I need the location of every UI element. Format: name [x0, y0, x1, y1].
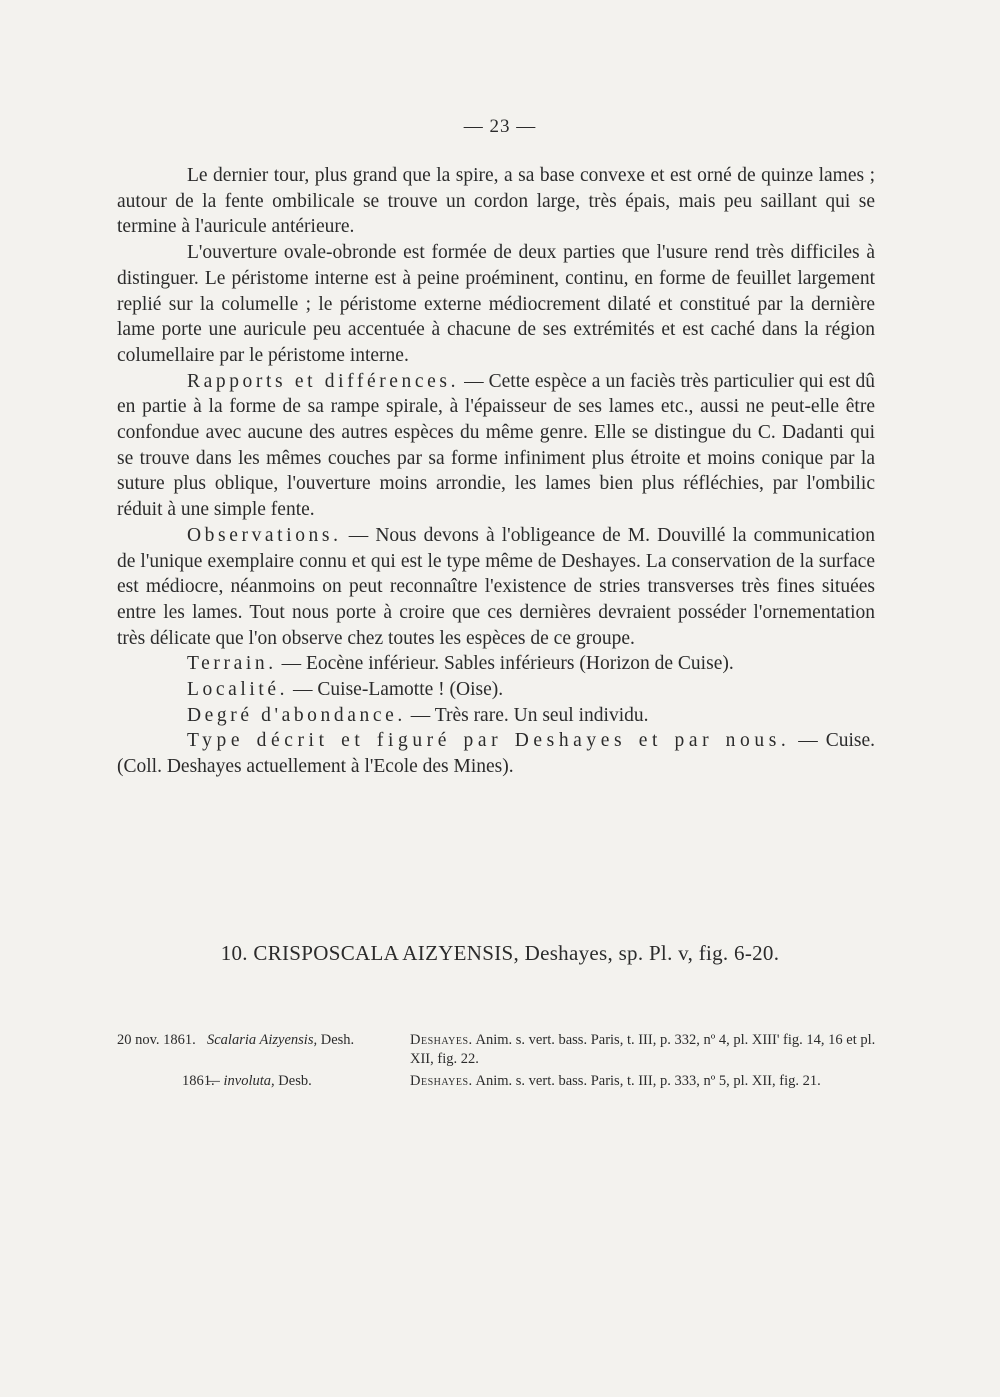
- reference-taxon-author: Desh.: [317, 1032, 355, 1048]
- paragraph-terrain: [117, 651, 875, 677]
- paragraph-type: [117, 728, 875, 779]
- reference-citation-text: Anim. s. vert. bass. Paris, t. III, p. 332, nº 4, pl. XIII' fig. 14, 16 et pl. XII, fig. 22.: [410, 1032, 876, 1067]
- section-label-localite: Localité.: [187, 679, 289, 701]
- paragraph-abondance-text: — Très rare. Un seul individu.: [405, 704, 649, 726]
- body-text: [117, 163, 875, 780]
- paragraph-type-text: — Cuise. (Coll. Deshayes actuellement à l'Ecole des Mines).: [117, 730, 875, 778]
- species-heading: 10. CRISPOSCALA AIZYENSIS, Deshayes, sp. Pl. v, fig. 6-20.: [220, 941, 780, 965]
- reference-citation: [410, 1031, 887, 1069]
- reference-date: 1861.: [182, 1073, 215, 1089]
- paragraph-rapports: [117, 369, 875, 523]
- section-label-terrain: Terrain.: [187, 653, 277, 675]
- paragraph-observations: [117, 523, 875, 652]
- paragraph-localite: [117, 677, 875, 703]
- synonymy-references: [117, 1031, 887, 1094]
- reference-taxon: [207, 1031, 410, 1069]
- page-number: — 23 —: [463, 116, 537, 137]
- paragraph-terrain-text: — Eocène inférieur. Sables inférieurs (Horizon de Cuise).: [276, 653, 734, 675]
- section-label-observations: Observations.: [187, 524, 342, 546]
- paragraph-localite-text: — Cuise-Lamotte ! (Oise).: [288, 679, 504, 701]
- reference-date: 20 nov. 1861.: [117, 1032, 196, 1048]
- reference-citation-text: Anim. s. vert. bass. Paris, t. III, p. 333, nº 5, pl. XII, fig. 21.: [472, 1073, 821, 1089]
- reference-taxon-author: Desb.: [274, 1073, 312, 1089]
- reference-citation-author: Deshayes.: [410, 1073, 473, 1089]
- section-label-type: Type décrit et figuré par Deshayes et par nous.: [187, 730, 791, 752]
- reference-taxon-name: Scalaria Aizyensis,: [207, 1032, 318, 1048]
- paragraph-abondance: [117, 703, 875, 729]
- section-label-abondance: Degré d'abondance.: [187, 704, 406, 726]
- reference-row: [117, 1072, 887, 1091]
- reference-taxon-name: — involuta,: [207, 1073, 275, 1089]
- reference-taxon: [207, 1072, 410, 1091]
- paragraph-observations-text: — Nous devons à l'obligeance de M. Douvillé la communication de l'unique exemplaire connu et qui est le type même de Deshayes. La conservation de la surface est médiocre, néanmoins on peut reconnaître l'existence de stries transverses très fines situées entre les lames. Tout nous porte à croire que ces dernières devraient posséder l'ornementation très délicate que l'on observe chez toutes les espèces de ce groupe.: [117, 524, 875, 649]
- reference-citation: [410, 1072, 887, 1091]
- reference-citation-author: Deshayes.: [410, 1032, 473, 1048]
- section-label-rapports: Rapports et différences.: [187, 370, 460, 392]
- reference-row: [117, 1031, 887, 1069]
- paragraph-aperture: L'ouverture ovale-obronde est formée de deux parties que l'usure rend très difficiles à distinguer. Le péristome interne est à peine proéminent, continu, en forme de feuillet largement replié sur la columelle ; le péristome externe médiocrement dilaté et constitué par la dernière lame porte une auricule peu accentuée à chacune de ses extrémités et est caché dans la région columellaire par le péristome interne.: [117, 242, 875, 366]
- paragraph-rapports-text: — Cette espèce a un faciès très particulier qui est dû en partie à la forme de sa rampe spirale, à l'épaisseur de ses lames etc., aussi ne peut-elle être confondue avec aucune des autres espèces du même genre. Elle se distingue du C. Dadanti qui se trouve dans les mêmes couches par sa forme infiniment plus étroite et moins conique par la suture plus oblique, l'ouverture moins arrondie, les lames bien plus réfléchies, par l'ombilic réduit à une simple fente.: [117, 370, 875, 521]
- paragraph-last-whorl: Le dernier tour, plus grand que la spire, a sa base convexe et est orné de quinze lames ; autour de la fente ombilicale se trouve un cordon large, très épais, mais peu saillant qui se termine à l'auricule antérieure.: [117, 165, 875, 238]
